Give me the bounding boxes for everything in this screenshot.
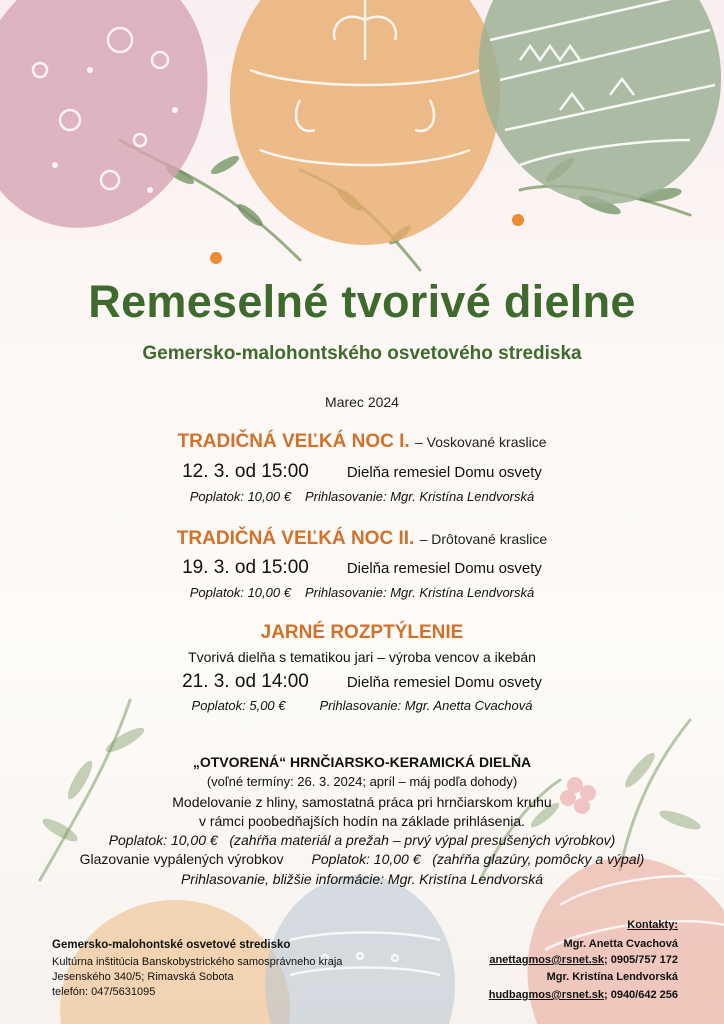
event-3-detail: Tvorivá dielňa s tematikou jari – výroba vencov a ikebán xyxy=(188,649,536,665)
pottery-heading: „OTVORENÁ“ HRNČIARSKO-KERAMICKÁ DIELŇA xyxy=(192,754,532,770)
event-1-fee-row xyxy=(0,489,724,504)
contact-1-email[interactable]: anettagmos@rsnet.sk xyxy=(489,954,604,966)
pottery-fee-1-note: (zahŕňa materiál a prežah – prvý výpal presušených výrobkov) xyxy=(229,832,616,848)
event-2-heading xyxy=(0,528,724,550)
pottery-line-1: Modelovanie z hliny, samostatná práca pri hrnčiarskom kruhu xyxy=(172,794,552,810)
event-3-date: 21. 3. od 14:00 xyxy=(182,671,309,692)
pottery-fee-2-note: (zahŕňa glazúry, pomôcky a výpal) xyxy=(432,851,645,867)
pottery-line-2: v rámci poobedňajších hodín na základe prihlásenia. xyxy=(198,813,526,829)
contact-2-phone: ; 0940/642 256 xyxy=(603,989,678,1001)
pottery-fee-1: Poplatok: 10,00 € xyxy=(108,832,218,848)
event-2-signup: Prihlasovanie: Mgr. Kristína Lendvorská xyxy=(304,585,535,600)
event-1-date-row xyxy=(0,461,724,483)
event-2-place: Dielňa remesiel Domu osvety xyxy=(346,560,542,577)
pottery-glaze-row xyxy=(0,851,724,867)
accent-dot xyxy=(210,252,222,264)
event-2-fee-row xyxy=(0,585,724,600)
event-2-date: 19. 3. od 15:00 xyxy=(182,557,309,578)
green-egg xyxy=(449,0,724,231)
page-title: Remeselné tvorivé dielne xyxy=(88,276,636,327)
pottery-info: Prihlasovanie, bližšie informácie: Mgr. Kristína Lendvorská xyxy=(180,871,544,887)
bottom-blue-egg xyxy=(265,875,455,1024)
contact-1-row xyxy=(489,954,678,966)
accent-dot xyxy=(512,214,524,226)
pottery-glaze: Glazovanie vypálených výrobkov xyxy=(79,851,284,867)
event-3-signup: Prihlasovanie: Mgr. Anetta Cvachová xyxy=(319,698,533,713)
contact-2-name: Mgr. Kristína Lendvorská xyxy=(546,971,678,983)
event-1-date: 12. 3. od 15:00 xyxy=(182,461,309,482)
pottery-fee-2: Poplatok: 10,00 € xyxy=(311,851,421,867)
month-label: Marec 2024 xyxy=(325,394,399,410)
page-subtitle: Gemersko-malohontského osvetového strediska xyxy=(142,343,582,364)
footer-address: Jesenského 340/5; Rimavská Sobota xyxy=(52,971,234,983)
event-2-detail: – Drôtované kraslice xyxy=(419,531,548,547)
contact-2-email[interactable]: hudbagmos@rsnet.sk xyxy=(488,989,604,1001)
event-1-detail: – Voskované kraslice xyxy=(414,434,547,450)
event-3-place: Dielňa remesiel Domu osvety xyxy=(346,674,542,691)
event-3-fee-row xyxy=(0,698,724,713)
event-2-date-row xyxy=(0,557,724,579)
pottery-fee-1-row xyxy=(0,832,724,848)
pink-egg xyxy=(0,0,244,261)
event-1-heading xyxy=(0,431,724,453)
pottery-dates: (voľné termíny: 26. 3. 2024; apríl – máj podľa dohody) xyxy=(206,774,518,789)
event-1-signup: Prihlasovanie: Mgr. Kristína Lendvorská xyxy=(304,489,535,504)
event-3-heading xyxy=(0,622,724,644)
footer-phone: telefón: 047/5631095 xyxy=(52,986,156,998)
event-3-fee: Poplatok: 5,00 € xyxy=(191,698,286,713)
event-2-name: TRADIČNÁ VEĽKÁ NOC II. xyxy=(176,528,415,549)
contact-1-phone: ; 0905/757 172 xyxy=(603,954,678,966)
contacts-label: Kontakty: xyxy=(627,919,678,931)
footer-org: Gemersko-malohontské osvetové stredisko xyxy=(52,939,291,951)
event-1-name: TRADIČNÁ VEĽKÁ NOC I. xyxy=(177,431,410,452)
footer-org-sub: Kultúrna inštitúcia Banskobystrického samosprávneho kraja xyxy=(52,956,343,968)
orange-egg xyxy=(230,0,500,245)
event-3-date-row xyxy=(0,671,724,693)
event-3-name: JARNÉ ROZPTÝLENIE xyxy=(260,622,464,643)
contact-2-row xyxy=(489,989,678,1001)
event-1-fee: Poplatok: 10,00 € xyxy=(189,489,291,504)
event-1-place: Dielňa remesiel Domu osvety xyxy=(346,464,542,481)
contact-1-name: Mgr. Anetta Cvachová xyxy=(563,938,678,950)
event-2-fee: Poplatok: 10,00 € xyxy=(189,585,291,600)
